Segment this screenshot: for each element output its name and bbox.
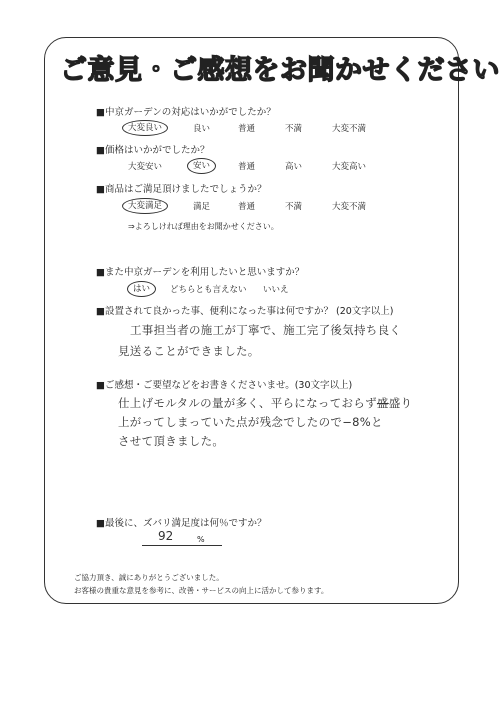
footer-note: お客様の貴重な意見を参考に、改善・サービスの向上に活かして参ります。	[74, 586, 329, 595]
percent-underline	[142, 545, 222, 546]
good-points-answer-line-2: 見送ることができました。	[118, 344, 260, 358]
option-cheap[interactable]: 安い	[187, 158, 216, 174]
comments-answer-line-3: させて頂きました。	[118, 434, 225, 448]
option-very-dissatisfied[interactable]: 大変不満	[332, 202, 367, 212]
option-expensive[interactable]: 高い	[285, 162, 303, 172]
question-satisfaction-percent: ■最後に、ズバリ満足度は何％ですか？	[96, 518, 267, 529]
comments-answer-line-1-text: 仕上げモルタルの量が多く、平らになっておらず	[118, 396, 377, 410]
option-very-dissatisfied[interactable]: 大変不満	[332, 124, 367, 134]
option-no[interactable]: いいえ	[263, 285, 289, 295]
options-staff-response	[128, 122, 428, 136]
footer-thanks: ご協力頂き、誠にありがとうございました。	[74, 573, 224, 582]
satisfaction-percent-value[interactable]: 92	[158, 529, 174, 543]
survey-title: ご意見・ご感想をお聞かせください	[60, 55, 500, 86]
question-price: ■価格はいかがでしたか？	[96, 145, 210, 156]
reason-prompt: ⇒よろしければ理由をお聞かせください。	[128, 222, 279, 231]
question-comments: ■ご感想・ご要望などをお書きくださいませ。(30文字以上)	[96, 380, 353, 391]
option-yes[interactable]: はい	[127, 281, 156, 297]
option-dissatisfied[interactable]: 不満	[285, 124, 303, 134]
question-reuse: ■また中京ガーデンを利用したいと思いますか？	[96, 267, 305, 278]
option-very-expensive[interactable]: 大変高い	[332, 162, 367, 172]
percent-unit: %	[197, 535, 205, 544]
option-dissatisfied[interactable]: 不満	[285, 202, 303, 212]
question-good-points: ■設置されて良かった事、便利になった事は何ですか？ (20文字以上)	[96, 306, 394, 317]
comments-answer-line-2: 上がってしまっていた点が残念でしたので−8%と	[118, 415, 383, 429]
options-reuse	[128, 283, 428, 297]
option-very-cheap[interactable]: 大変安い	[128, 162, 163, 172]
question-product-satisfaction: ■商品はご満足頂けましたでしょうか？	[96, 184, 267, 195]
option-very-satisfied[interactable]: 大変満足	[122, 198, 168, 214]
comments-answer-line-1	[118, 395, 412, 411]
option-very-good[interactable]: 大変良い	[122, 120, 168, 136]
good-points-answer-line-1: 工事担当者の施工が丁寧で、施工完了後気持ち良く	[130, 323, 402, 337]
options-product-satisfaction	[128, 200, 428, 214]
struck-character: 盛	[376, 396, 389, 410]
question-staff-response: ■中京ガーデンの対応はいかがでしたか？	[96, 107, 276, 118]
option-normal[interactable]: 普通	[238, 202, 256, 212]
option-neutral[interactable]: どちらとも言えない	[170, 285, 247, 295]
option-normal[interactable]: 普通	[238, 124, 256, 134]
option-satisfied[interactable]: 満足	[193, 202, 211, 212]
option-normal[interactable]: 普通	[238, 162, 256, 172]
comments-answer-line-1-end: 盛り	[388, 396, 413, 410]
option-good[interactable]: 良い	[193, 124, 211, 134]
options-price	[128, 160, 428, 174]
